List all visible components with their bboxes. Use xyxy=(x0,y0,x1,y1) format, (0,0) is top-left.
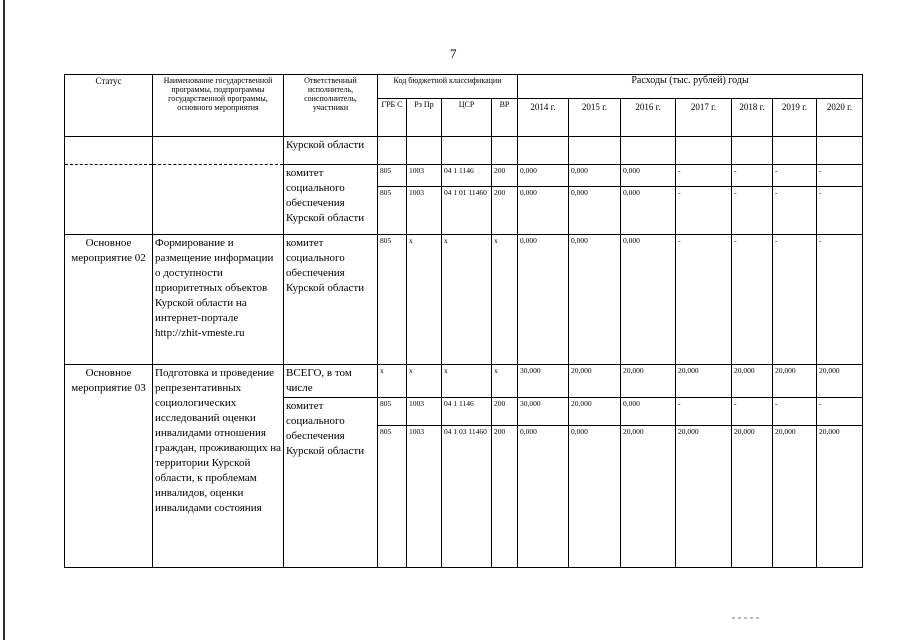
header-year: 2018 г. xyxy=(732,99,773,137)
grbs-cell: 805 xyxy=(378,187,407,235)
vr-cell: x xyxy=(492,235,518,365)
header-rzpr: Рз Пр xyxy=(407,99,442,137)
csr-cell: 04 1 03 11460 xyxy=(442,426,492,568)
value-cell: 0,000 xyxy=(518,426,569,568)
value-cell: 30,000 xyxy=(518,365,569,398)
value-cell: 0,000 xyxy=(621,235,676,365)
value-cell: 0,000 xyxy=(569,235,621,365)
value-cell: 20,000 xyxy=(621,365,676,398)
value-cell: 20,000 xyxy=(569,398,621,426)
rzpr-cell: x xyxy=(407,235,442,365)
csr-cell: 04 1 1146 xyxy=(442,165,492,187)
header-name: Наименование государственной программы, подпрограммы государственной программы, основного мероприятия xyxy=(153,75,284,137)
vr-cell: x xyxy=(492,365,518,398)
header-year: 2016 г. xyxy=(621,99,676,137)
executor-total-cell: ВСЕГО, в том числе xyxy=(284,365,378,398)
value-cell: - xyxy=(773,235,817,365)
value-cell: 20,000 xyxy=(569,365,621,398)
status-cell xyxy=(65,165,153,235)
executor-cell: комитет социального обеспечения Курской области xyxy=(284,235,378,365)
grbs-cell: 805 xyxy=(378,426,407,568)
value-cell: 30,000 xyxy=(518,398,569,426)
value-cell: 0,000 xyxy=(569,426,621,568)
vr-cell: 200 xyxy=(492,398,518,426)
header-year: 2017 г. xyxy=(676,99,732,137)
value-cell: - xyxy=(732,187,773,235)
vr-cell: 200 xyxy=(492,187,518,235)
value-cell: 20,000 xyxy=(773,365,817,398)
value-cell: 0,000 xyxy=(569,187,621,235)
value-cell: - xyxy=(773,398,817,426)
rzpr-cell: 1003 xyxy=(407,187,442,235)
budget-table xyxy=(64,74,863,568)
rzpr-cell: x xyxy=(407,365,442,398)
page-number: 7 xyxy=(450,46,457,61)
value-cell: - xyxy=(817,187,863,235)
executor-cell: Курской области xyxy=(284,137,378,165)
value-cell: 0,000 xyxy=(518,187,569,235)
value-cell: - xyxy=(732,398,773,426)
status-cell: Основное мероприятие 02 xyxy=(65,235,153,365)
name-cell xyxy=(153,137,284,165)
csr-cell: 04 1 1146 xyxy=(442,398,492,426)
value-cell: - xyxy=(773,187,817,235)
value-cell: 20,000 xyxy=(676,426,732,568)
value-cell: 20,000 xyxy=(732,426,773,568)
value-cell: 0,000 xyxy=(569,165,621,187)
rzpr-cell: 1003 xyxy=(407,165,442,187)
value-cell: - xyxy=(732,165,773,187)
vr-cell: 200 xyxy=(492,165,518,187)
header-year: 2020 г. xyxy=(817,99,863,137)
csr-cell: 04 1 01 11460 xyxy=(442,187,492,235)
value-cell: 0,000 xyxy=(621,398,676,426)
grbs-cell: 805 xyxy=(378,165,407,187)
header-expenses: Расходы (тыс. рублей) годы xyxy=(518,75,863,99)
header-year: 2014 г. xyxy=(518,99,569,137)
value-cell: 0,000 xyxy=(621,187,676,235)
value-cell: 20,000 xyxy=(773,426,817,568)
scan-edge-line xyxy=(3,0,5,640)
rzpr-cell: 1003 xyxy=(407,426,442,568)
executor-cell: комитет социального обеспечения Курской области xyxy=(284,398,378,568)
header-budget-code: Код бюджетной классификации xyxy=(378,75,518,99)
value-cell: 20,000 xyxy=(817,365,863,398)
header-status: Статус xyxy=(65,75,153,137)
status-cell: Основное мероприятие 03 xyxy=(65,365,153,568)
value-cell: - xyxy=(676,187,732,235)
name-cell xyxy=(153,165,284,235)
rzpr-cell: 1003 xyxy=(407,398,442,426)
name-cell: Формирование и размещение информации о доступности приоритетных объектов Курской области на интернет-портале http://zhit-vmeste.ru xyxy=(153,235,284,365)
value-cell: - xyxy=(817,398,863,426)
csr-cell: x xyxy=(442,365,492,398)
value-cell: 20,000 xyxy=(817,426,863,568)
header-csr: ЦСР xyxy=(442,99,492,137)
value-cell: - xyxy=(773,165,817,187)
value-cell: 0,000 xyxy=(621,165,676,187)
value-cell: 0,000 xyxy=(518,235,569,365)
executor-cell: комитет социального обеспечения Курской области xyxy=(284,165,378,235)
header-executor: Ответственный исполнитель, соисполнитель, участники xyxy=(284,75,378,137)
value-cell: - xyxy=(676,398,732,426)
name-cell: Подготовка и проведение репрезентативных социологических исследований оценки инвалидами отношения граждан, проживающих на территории Курской области, к проблемам инвалидов, оценки инвалидами состояния xyxy=(153,365,284,568)
value-cell: - xyxy=(676,165,732,187)
header-vr: ВР xyxy=(492,99,518,137)
value-cell: 20,000 xyxy=(676,365,732,398)
grbs-cell: 805 xyxy=(378,398,407,426)
header-year: 2019 г. xyxy=(773,99,817,137)
csr-cell: x xyxy=(442,235,492,365)
grbs-cell: x xyxy=(378,365,407,398)
value-cell: 20,000 xyxy=(732,365,773,398)
value-cell: - xyxy=(676,235,732,365)
status-cell xyxy=(65,137,153,165)
vr-cell: 200 xyxy=(492,426,518,568)
header-year: 2015 г. xyxy=(569,99,621,137)
grbs-cell: 805 xyxy=(378,235,407,365)
header-grbs: ГРБ С xyxy=(378,99,407,137)
scan-artifact xyxy=(732,617,762,619)
value-cell: - xyxy=(732,235,773,365)
value-cell: 20,000 xyxy=(621,426,676,568)
value-cell: 0,000 xyxy=(518,165,569,187)
value-cell: - xyxy=(817,165,863,187)
value-cell: - xyxy=(817,235,863,365)
